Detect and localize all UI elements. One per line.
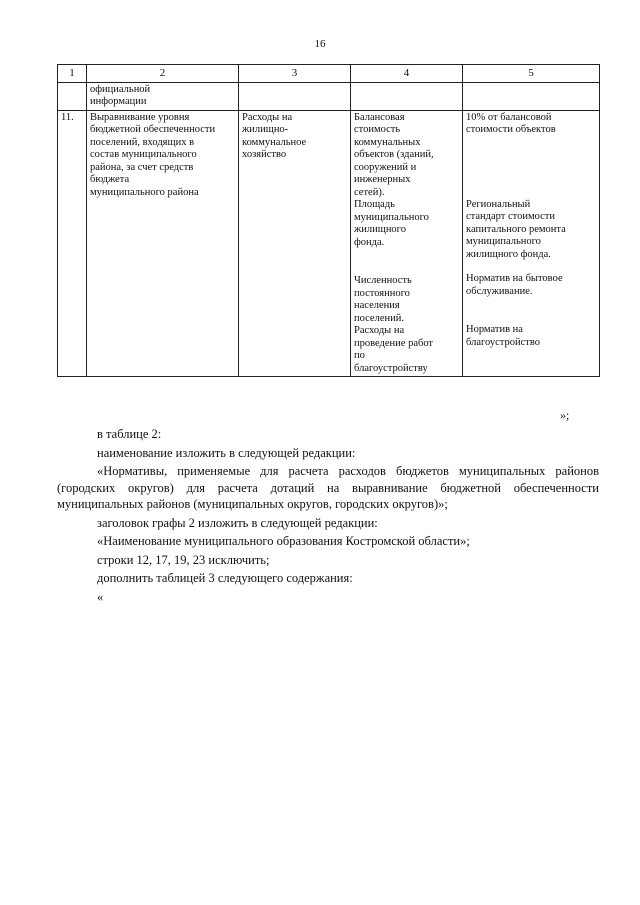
row-number: 11.: [58, 110, 87, 377]
indicators-cell: Балансовая стоимость коммунальных объектов (зданий, сооружений и инженерных сетей). Площадь муниципального жилищного фонда. Численность постоянного населения поселений. Расходы на проведение работ по благоустройству: [351, 110, 463, 377]
paragraph: дополнить таблицей 3 следующего содержания:: [97, 571, 353, 585]
paragraph: «Нормативы, применяемые для расчета расходов бюджетов муниципальных районов (городских округов) для расчета дотаций на выравнивание бюджетной обеспеченности муниципальных районов (муниципальных округов, городских округов)»;: [57, 464, 599, 511]
expense-cell: Расходы на жилищно- коммунальное хозяйство: [239, 110, 351, 377]
norms-cell: 10% от балансовой стоимости объектов Региональный стандарт стоимости капитального ремонта муниципального жилищного фонда. Норматив на бытовое обслуживание. Норматив на благоустройство: [463, 110, 600, 377]
header-col-4: 4: [351, 65, 463, 83]
paragraph: строки 12, 17, 19, 23 исключить;: [97, 552, 270, 567]
table-header-row: [58, 65, 600, 83]
table-row-continuation: [58, 82, 600, 110]
paragraph: в таблице 2:: [97, 427, 162, 441]
header-col-5: 5: [463, 65, 600, 83]
continuation-cell: официальной информации: [87, 82, 239, 110]
body-text: [57, 426, 599, 607]
closing-quote: »;: [560, 408, 570, 422]
row-name-cell: Выравнивание уровня бюджетной обеспеченности поселений, входящих в состав муниципального района, за счет средств бюджета муниципального района: [87, 110, 239, 377]
paragraph: наименование изложить в следующей редакции:: [97, 445, 356, 460]
paragraph: «Наименование муниципального образования Костромской области»;: [97, 534, 470, 548]
header-col-1: 1: [58, 65, 87, 83]
header-col-2: 2: [87, 65, 239, 83]
table-row-11: [58, 110, 600, 377]
norms-table: [57, 64, 600, 377]
paragraph: заголовок графы 2 изложить в следующей редакции:: [97, 515, 378, 530]
paragraph: «: [97, 589, 104, 604]
header-col-3: 3: [239, 65, 351, 83]
page-number: 16: [314, 38, 326, 50]
